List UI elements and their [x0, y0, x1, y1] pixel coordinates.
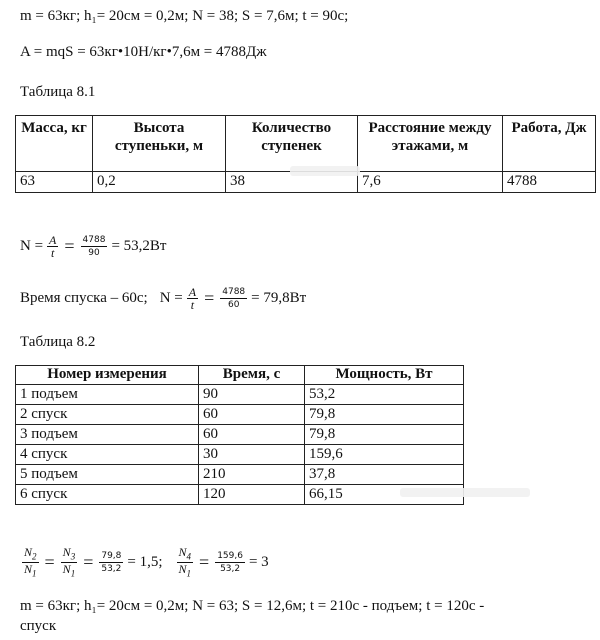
ratio-values-1 [99, 550, 123, 575]
n4-subscript: 4 [186, 551, 192, 562]
ratio-n3-n1 [61, 546, 78, 580]
cell-work: 4788 [503, 172, 596, 193]
table-row [16, 445, 464, 465]
formula1-frac-num: A [49, 233, 57, 247]
cell-time: 90 [199, 385, 305, 405]
formula2-fraction-symbolic [187, 286, 198, 311]
scan-smudge [290, 166, 360, 176]
formula2-fraction-numeric [220, 286, 247, 311]
ratios-formula [20, 546, 269, 580]
formula2-frac-num: A [188, 285, 197, 299]
cell-power: 53,2 [305, 385, 464, 405]
ratio1-result: = 1,5; [127, 554, 163, 571]
ratio1-num: 79,8 [101, 551, 122, 562]
ratio-n2-n1 [22, 546, 39, 580]
cell-time: 60 [199, 425, 305, 445]
cell-power: 37,8 [305, 465, 464, 485]
formula2-result: = 79,8Вт [251, 290, 307, 306]
ratio2-den: 53,2 [220, 564, 241, 575]
header-work: Работа, Дж [503, 116, 596, 172]
ratios-eq: = [199, 552, 210, 573]
formula1-frac-den: t [51, 246, 55, 260]
formula2-frac-den: t [190, 298, 195, 312]
table2-caption: Таблица 8.2 [20, 334, 96, 350]
cell-time: 210 [199, 465, 305, 485]
ratio2-result: = 3 [248, 554, 269, 571]
ratio-n4-n1 [177, 546, 194, 580]
formula1-result: = 53,2Вт [111, 238, 167, 254]
table-row [16, 485, 464, 505]
n2-symbol: N [24, 545, 33, 559]
n4-symbol: N [178, 545, 187, 559]
n1-subscript: 1 [186, 568, 192, 579]
cell-mass: 63 [16, 172, 93, 193]
header-step-height: Высота ступеньки, м [93, 116, 226, 172]
table-row [16, 385, 464, 405]
formula1-fraction-symbolic [47, 234, 58, 259]
header-step-count: Количество ступенек [226, 116, 358, 172]
header-mass: Масса, кг [16, 116, 93, 172]
cell-time: 30 [199, 445, 305, 465]
cell-step-height: 0,2 [93, 172, 226, 193]
table-8-1 [15, 115, 596, 193]
formula2-lhs: N = [159, 290, 183, 306]
table-header-row [16, 116, 596, 172]
cell-measurement: 2 спуск [16, 405, 199, 425]
cell-power: 159,6 [305, 445, 464, 465]
power-formula-2 [20, 286, 306, 311]
cell-time: 60 [199, 405, 305, 425]
cell-power: 79,8 [305, 425, 464, 445]
ratios-eq: = [83, 552, 94, 573]
table-8-2 [15, 365, 464, 505]
header-time: Время, с [199, 366, 305, 385]
table-row [16, 405, 464, 425]
header-measurement: Номер измерения [16, 366, 199, 385]
given-data-line: m = 63кг; h₁= 20см = 0,2м; N = 38; S = 7,6м; t = 90с; [20, 8, 349, 24]
work-formula-line: A = mqS = 63кг•10Н/кг•7,6м = 4788Дж [20, 44, 267, 60]
table-header-row [16, 366, 464, 385]
formula2-num: 4788 [222, 287, 246, 297]
cell-measurement: 5 подъем [16, 465, 199, 485]
cell-floor-distance: 7,6 [358, 172, 503, 193]
formula1-fraction-numeric [81, 234, 108, 259]
cell-measurement: 3 подъем [16, 425, 199, 445]
cell-power: 66,15 [305, 485, 464, 505]
formula1-eq: = [64, 236, 75, 256]
formula2-prefix: Время спуска – 60с; [20, 290, 148, 306]
table-row [16, 465, 464, 485]
cell-measurement: 6 спуск [16, 485, 199, 505]
n1-symbol: N [62, 562, 71, 577]
formula2-eq: = [204, 288, 215, 308]
n1-symbol: N [24, 562, 33, 577]
header-floor-distance: Расстояние между этажами, м [358, 116, 503, 172]
given-data-line-2-cont: спуск [20, 618, 57, 634]
given-data-line-2: m = 63кг; h₁= 20см = 0,2м; N = 63; S = 12,6м; t = 210с - подъем; t = 120с - [20, 598, 485, 614]
formula1-num: 4788 [82, 235, 106, 245]
ratio1-den: 53,2 [101, 564, 122, 575]
ratio-values-2 [215, 550, 245, 575]
cell-step-count: 38 [226, 172, 358, 193]
power-formula-1 [20, 234, 166, 259]
cell-power: 79,8 [305, 405, 464, 425]
table-row [16, 425, 464, 445]
n1-symbol: N [178, 562, 187, 577]
cell-time: 120 [199, 485, 305, 505]
formula1-lhs: N = [20, 238, 44, 254]
n1-subscript: 1 [32, 568, 37, 579]
n3-symbol: N [62, 545, 71, 559]
cell-measurement: 4 спуск [16, 445, 199, 465]
scan-smudge [400, 488, 530, 497]
n1-subscript: 1 [70, 568, 76, 579]
n2-subscript: 2 [32, 551, 37, 562]
ratios-eq: = [44, 552, 55, 573]
formula2-den: 60 [227, 300, 240, 310]
ratio2-num: 159,6 [217, 551, 243, 562]
table1-caption: Таблица 8.1 [20, 84, 96, 100]
header-power: Мощность, Вт [305, 366, 464, 385]
n3-subscript: 3 [70, 551, 76, 562]
formula1-den: 90 [88, 248, 100, 258]
cell-measurement: 1 подъем [16, 385, 199, 405]
